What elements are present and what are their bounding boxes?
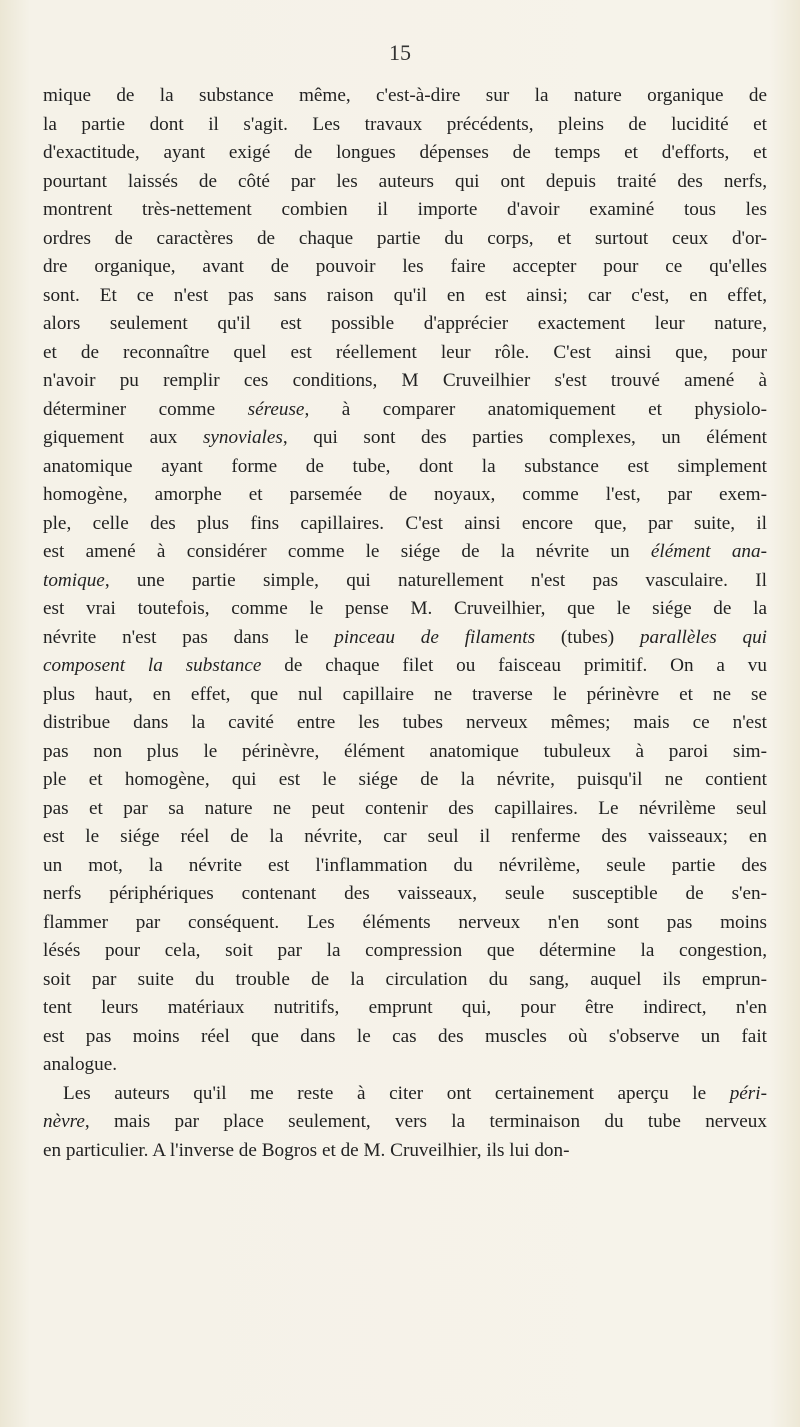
text-run: est amené à considérer comme le siége de la névrite un bbox=[43, 541, 651, 562]
text-line bbox=[43, 538, 767, 567]
text-run: est pas moins réel que dans le cas des muscles où s'observe un fait bbox=[43, 1025, 767, 1047]
italic-run: élément ana- bbox=[650, 541, 767, 562]
text-run: déterminer comme bbox=[43, 398, 248, 420]
text-line bbox=[43, 253, 767, 282]
text-line bbox=[43, 624, 767, 653]
text-run: alors seulement qu'il est possible d'apprécier exactement leur nature, bbox=[43, 313, 767, 334]
text-run: montrent très-nettement combien il importe d'avoir examiné tous les bbox=[43, 199, 767, 220]
italic-run: tomique bbox=[43, 569, 105, 591]
text-run: lésés pour cela, soit par la compression que détermine la congestion, bbox=[43, 940, 767, 961]
text-run: est le siége réel de la névrite, car seul il renferme des vaisseaux; en bbox=[43, 826, 767, 847]
text-run: homogène, amorphe et parsemée de noyaux, comme l'est, par exem- bbox=[43, 484, 767, 505]
text-run: la partie dont il s'agit. Les travaux précédents, pleins de lucidité et bbox=[43, 113, 767, 135]
text-line bbox=[43, 396, 767, 425]
text-run: anatomique ayant forme de tube, dont la substance est simplement bbox=[43, 455, 767, 477]
text-line bbox=[43, 681, 767, 710]
text-line bbox=[43, 709, 767, 738]
italic-run: séreuse bbox=[247, 398, 305, 420]
text-run: distribue dans la cavité entre les tubes nerveux mêmes; mais ce n'est bbox=[43, 712, 767, 733]
text-line bbox=[43, 510, 767, 539]
text-run: sont. Et ce n'est pas sans raison qu'il en est ainsi; car c'est, en effet, bbox=[43, 284, 767, 306]
italic-run: pinceau de filaments bbox=[334, 626, 536, 648]
text-run: et de reconnaître quel est réellement leur rôle. C'est ainsi que, pour bbox=[43, 341, 767, 363]
text-line bbox=[43, 139, 767, 168]
text-line bbox=[43, 481, 767, 510]
text-line bbox=[43, 339, 767, 368]
text-run: tent leurs matériaux nutritifs, emprunt qui, pour être indirect, n'en bbox=[43, 997, 767, 1018]
text-line bbox=[43, 1137, 767, 1166]
text-run: , qui sont des parties complexes, un élément bbox=[282, 427, 767, 448]
text-line bbox=[43, 196, 767, 225]
text-run: pas non plus le périnèvre, élément anatomique tubuleux à paroi sim- bbox=[43, 740, 767, 762]
text-run: Les auteurs qu'il me reste à citer ont certainement aperçu le bbox=[63, 1082, 730, 1104]
text-line bbox=[43, 880, 767, 909]
text-line bbox=[43, 424, 767, 453]
italic-run: péri- bbox=[729, 1082, 767, 1104]
text-run: ordres de caractères de chaque partie du corps, et surtout ceux d'or- bbox=[43, 227, 767, 249]
text-line bbox=[43, 111, 767, 140]
text-run: giquement aux bbox=[43, 427, 203, 448]
text-run: d'exactitude, ayant exigé de longues dépenses de temps et d'efforts, et bbox=[43, 142, 767, 163]
text-run: (tubes) bbox=[535, 626, 640, 648]
text-run: un mot, la névrite est l'inflammation du névrilème, seule partie des bbox=[43, 854, 767, 876]
text-run: névrite n'est pas dans le bbox=[43, 626, 335, 648]
text-line bbox=[43, 595, 767, 624]
text-line bbox=[43, 367, 767, 396]
text-run: flammer par conséquent. Les éléments nerveux n'en sont pas moins bbox=[43, 911, 767, 933]
text-line bbox=[43, 852, 767, 881]
text-run: de chaque filet ou faisceau primitif. On a vu bbox=[261, 655, 767, 676]
italic-run: nèvre bbox=[43, 1111, 85, 1132]
text-run: pas et par sa nature ne peut contenir des capillaires. Le névrilème seul bbox=[43, 797, 767, 819]
text-run: , mais par place seulement, vers la terminaison du tube nerveux bbox=[84, 1111, 767, 1132]
text-line bbox=[43, 795, 767, 824]
text-line bbox=[43, 966, 767, 995]
text-line bbox=[43, 1108, 767, 1137]
text-line bbox=[43, 1080, 767, 1109]
text-line bbox=[43, 994, 767, 1023]
page-number: 15 bbox=[389, 40, 411, 65]
text-line bbox=[43, 225, 767, 254]
text-line bbox=[43, 909, 767, 938]
text-line bbox=[43, 1051, 767, 1080]
text-run: dre organique, avant de pouvoir les faire accepter pour ce qu'elles bbox=[43, 256, 767, 277]
italic-run: composent la substance bbox=[43, 655, 262, 676]
text-run: en particulier. A l'inverse de Bogros et de M. Cruveilhier, ils lui don- bbox=[43, 1139, 570, 1161]
text-line bbox=[43, 823, 767, 852]
text-line bbox=[43, 453, 767, 482]
italic-run: synoviales bbox=[202, 427, 283, 448]
text-run: ple et homogène, qui est le siége de la névrite, puisqu'il ne contient bbox=[43, 769, 767, 790]
text-line bbox=[43, 937, 767, 966]
text-line bbox=[43, 82, 767, 111]
text-run: ple, celle des plus fins capillaires. C'est ainsi encore que, par suite, il bbox=[43, 512, 767, 534]
text-run: pourtant laissés de côté par les auteurs qui ont depuis traité des nerfs, bbox=[43, 170, 767, 192]
text-run: n'avoir pu remplir ces conditions, M Cruveilhier s'est trouvé amené à bbox=[43, 370, 767, 391]
body-text bbox=[43, 82, 767, 1165]
text-run: est vrai toutefois, comme le pense M. Cruveilhier, que le siége de la bbox=[43, 598, 767, 619]
text-line bbox=[43, 567, 767, 596]
text-run: analogue. bbox=[43, 1054, 118, 1075]
text-run: , à comparer anatomiquement et physiolo- bbox=[304, 398, 767, 420]
text-run: , une partie simple, qui naturellement n'est pas vasculaire. Il bbox=[104, 569, 767, 591]
text-run: plus haut, en effet, que nul capillaire ne traverse le périnèvre et ne se bbox=[43, 683, 767, 705]
text-line bbox=[43, 738, 767, 767]
text-line bbox=[43, 652, 767, 681]
text-line bbox=[43, 310, 767, 339]
text-run: nerfs périphériques contenant des vaisseaux, seule susceptible de s'en- bbox=[43, 883, 767, 904]
italic-run: parallèles qui bbox=[639, 626, 767, 648]
text-line bbox=[43, 168, 767, 197]
text-line bbox=[43, 766, 767, 795]
text-run: mique de la substance même, c'est-à-dire sur la nature organique de bbox=[43, 85, 767, 106]
text-line bbox=[43, 282, 767, 311]
text-line bbox=[43, 1023, 767, 1052]
text-run: soit par suite du trouble de la circulation du sang, auquel ils emprun- bbox=[43, 968, 767, 990]
